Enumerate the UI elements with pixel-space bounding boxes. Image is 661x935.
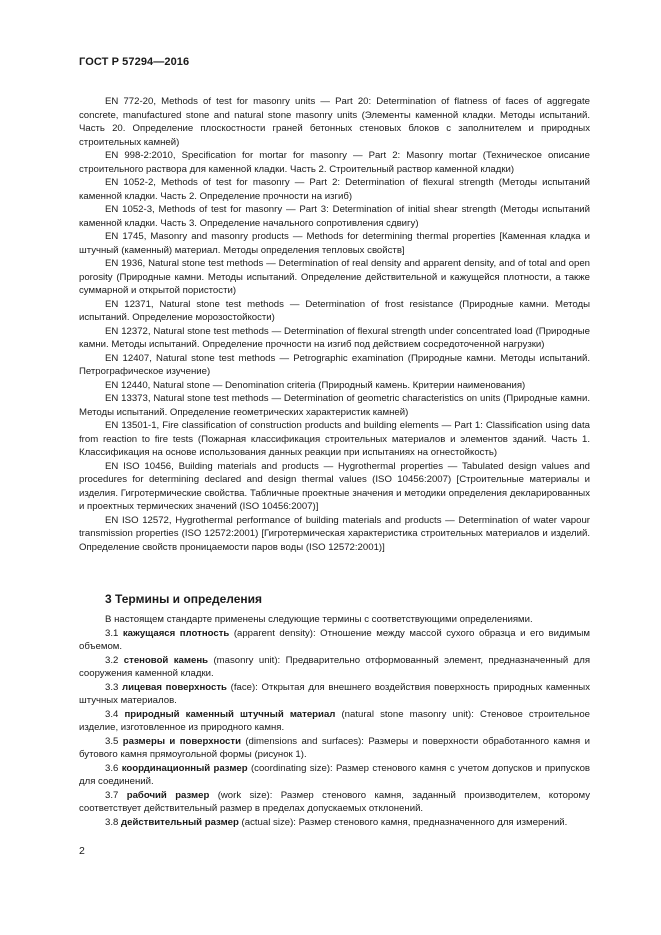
reference-item: EN 13373, Natural stone test methods — Determination of geometric characteristics on units (Природные камни. Методы испытаний. Определение геометрических характеристик камней) xyxy=(79,393,590,418)
term-entry xyxy=(79,735,590,762)
term-definition: (natural stone masonry unit): Стеновое строительное изделие, изготовленное из природного камня. xyxy=(79,708,591,733)
term-number: 3.1 xyxy=(105,627,119,639)
section-title: 3 Термины и определения xyxy=(105,592,263,606)
term-number: 3.6 xyxy=(105,762,119,774)
term-definition: (actual size): Размер стенового камня, предназначенного для измерений. xyxy=(238,816,568,828)
term-name: стеновой камень xyxy=(123,654,209,666)
term-entry xyxy=(79,654,590,681)
reference-item: EN 1052-3, Methods of test for masonry — Part 3: Determination of initial shear strength (Методы испытаний каменной кладки. Часть 3. Определение начального сопротивления сдвигу) xyxy=(79,204,590,229)
term-number: 3.4 xyxy=(105,708,119,720)
section-intro: В настоящем стандарте применены следующие термины с соответствующими определениями. xyxy=(105,614,533,625)
term-definition: (face): Открытая для внешнего воздействия поверхность природных каменных штучных материалов. xyxy=(79,681,591,706)
term-name: координационный размер xyxy=(121,762,248,774)
term-entry xyxy=(79,789,590,816)
term-number: 3.7 xyxy=(105,789,119,801)
term-definition: (dimensions and surfaces): Размеры и поверхности обработанного камня и бутового камня прямоугольной формы (рисунок 1). xyxy=(79,735,590,760)
term-entry xyxy=(79,681,590,708)
reference-item: EN 12372, Natural stone test methods — Determination of flexural strength under concentrated load (Природные камни. Методы испытаний. Определение прочности на изгиб под действием сосредоточенной нагрузки) xyxy=(79,325,590,350)
term-entry xyxy=(79,762,590,789)
term-definition: (masonry unit): Предварительно отформованный элемент, предназначенный для сооружения каменной кладки. xyxy=(79,654,591,679)
term-entry xyxy=(79,708,590,735)
term-definition: (coordinating size): Размер стенового камня с учетом допусков и припусков для соединений. xyxy=(79,762,590,787)
term-name: размеры и поверхности xyxy=(122,735,241,747)
reference-item: EN 12407, Natural stone test methods — Petrographic examination (Природные камни. Методы испытаний. Петрографическое изучение) xyxy=(79,352,590,377)
term-number: 3.3 xyxy=(105,681,119,693)
reference-item: EN 998-2:2010, Specification for mortar for masonry — Part 2: Masonry mortar (Техническое описание строительного раствора для каменной кладки. Часть 2. Строительный раствор каменной кладки) xyxy=(79,150,590,175)
page-number: 2 xyxy=(79,845,85,857)
term-name: природный каменный штучный материал xyxy=(124,708,336,720)
term-name: кажущаяся плотность xyxy=(122,627,230,639)
term-definition: (apparent density): Отношение между массой сухого образца и его видимым объемом. xyxy=(79,627,590,652)
term-entry xyxy=(79,627,590,654)
term-number: 3.5 xyxy=(105,735,119,747)
reference-item: EN ISO 12572, Hygrothermal performance of building materials and products — Determination of water vapour transmission properties (ISO 12572:2001) [Гигротермическая характеристика строительных материалов и изделий. Определение свойств проницаемости паров воды (ISO 12572:2001)] xyxy=(79,514,590,553)
term-name: действительный размер xyxy=(121,816,239,828)
reference-item: EN 12371, Natural stone test methods — Determination of frost resistance (Природные камни. Методы испытаний. Определение морозостойкости) xyxy=(79,298,590,323)
reference-item: EN 772-20, Methods of test for masonry units — Part 20: Determination of flatness of faces of aggregate concrete, manufactured stone and natural stone masonry units (Элементы каменной кладки. Методы испытаний. Часть 20. Определение плоскостности граней бетонных стеновых блоков с заполнителем и природных строительных камней) xyxy=(79,96,590,148)
reference-item: EN ISO 10456, Building materials and products — Hygrothermal properties — Tabulated design values and procedures for determining declared and design thermal values (ISO 10456:2007) [Строительные материалы и изделия. Гигротермические свойства. Табличные проектные значения и методики определения декларированных и проектных термических значений (ISO 10456:2007)] xyxy=(79,460,590,512)
reference-item: EN 13501-1, Fire classification of construction products and building elements — Part 1: Classification using data from reaction to fire tests (Пожарная классификация строительных материалов и элементов зданий. Часть 1. Классификация на основе использования данных реакции при испытаниях на огнестойкость) xyxy=(79,420,590,458)
term-number: 3.2 xyxy=(105,654,119,666)
reference-item: EN 12440, Natural stone — Denomination criteria (Природный камень. Критерии наименования) xyxy=(105,379,526,391)
term-number: 3.8 xyxy=(105,816,119,828)
document-header: ГОСТ Р 57294—2016 xyxy=(79,56,190,68)
term-name: рабочий размер xyxy=(126,789,210,801)
reference-item: EN 1745, Masonry and masonry products — Methods for determining thermal properties [Каменная кладка и штучный (каменный) материал. Методы определения тепловых свойств] xyxy=(79,231,590,256)
term-name: лицевая поверхность xyxy=(122,681,227,693)
term-entry xyxy=(79,816,590,830)
terms-list xyxy=(79,613,590,829)
normative-references-list xyxy=(79,95,590,554)
reference-item: EN 1052-2, Methods of test for masonry — Part 2: Determination of flexural strength (Методы испытаний каменной кладки. Часть 2. Определение прочности на изгиб) xyxy=(79,177,590,202)
reference-item: EN 1936, Natural stone test methods — Determination of real density and apparent density, and of total and open porosity (Природные камни. Методы испытаний. Определение действительной и кажущейся плотности, а также суммарной и открытой пористости) xyxy=(79,258,590,296)
term-definition: (work size): Размер стенового камня, заданный производителем, которому соответствует действительный размер в пределах допускаемых отклонений. xyxy=(79,789,590,814)
